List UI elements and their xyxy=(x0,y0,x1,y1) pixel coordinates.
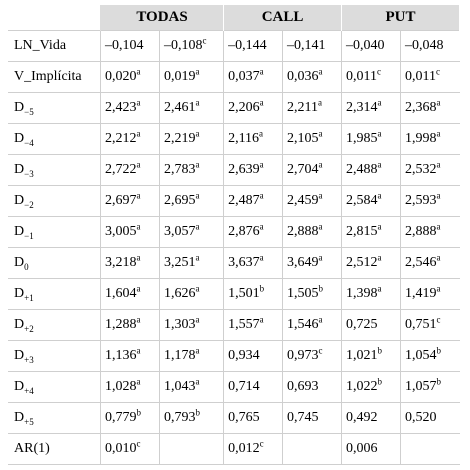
regression-table-container xyxy=(8,5,460,465)
table-cell xyxy=(160,403,224,434)
table-row xyxy=(8,341,460,372)
table-cell xyxy=(283,186,342,217)
cell-value: 0,725 xyxy=(346,317,378,332)
cell-value: 3,251 xyxy=(164,255,196,270)
cell-value: 0,745 xyxy=(287,410,319,425)
cell-value: 3,005 xyxy=(105,224,137,239)
cell-value: 1,021 xyxy=(346,348,378,363)
cell-value: 2,212 xyxy=(105,131,137,146)
table-cell xyxy=(283,341,342,372)
table-cell xyxy=(400,310,459,341)
significance-superscript: a xyxy=(318,128,323,139)
table-cell xyxy=(160,248,224,279)
cell-value: –0,048 xyxy=(404,38,444,53)
table-cell xyxy=(400,217,459,248)
row-label-text: D xyxy=(14,379,25,394)
cell-value: 1,288 xyxy=(105,317,137,332)
table-cell xyxy=(400,403,459,434)
row-label xyxy=(8,155,101,186)
cell-value: 1,398 xyxy=(346,286,378,301)
significance-superscript: a xyxy=(195,66,200,77)
cell-value: 0,020 xyxy=(105,69,137,84)
cell-value: 0,765 xyxy=(228,410,260,425)
row-label-subscript: −5 xyxy=(24,106,34,117)
significance-superscript: c xyxy=(259,438,264,449)
row-label-text: D xyxy=(14,317,25,332)
cell-value: 2,639 xyxy=(228,162,260,177)
significance-superscript: a xyxy=(318,66,323,77)
significance-superscript: a xyxy=(259,128,264,139)
cell-value: 0,779 xyxy=(105,410,137,425)
table-row xyxy=(8,248,460,279)
cell-value: 0,006 xyxy=(346,441,378,456)
cell-value: 1,604 xyxy=(105,286,137,301)
table-cell xyxy=(101,155,160,186)
significance-superscript: a xyxy=(195,190,200,201)
table-cell xyxy=(101,248,160,279)
row-label xyxy=(8,31,101,62)
cell-value: 2,888 xyxy=(287,224,319,239)
significance-superscript: a xyxy=(436,221,441,232)
cell-value: 2,783 xyxy=(164,162,196,177)
table-cell xyxy=(283,310,342,341)
significance-superscript: a xyxy=(318,190,323,201)
significance-superscript: c xyxy=(435,66,440,77)
cell-value: –0,108 xyxy=(164,38,203,53)
significance-superscript: b xyxy=(136,407,142,418)
table-cell xyxy=(101,217,160,248)
regression-table xyxy=(8,5,460,465)
cell-value: 0,492 xyxy=(346,410,378,425)
table-cell xyxy=(283,372,342,403)
cell-value: 2,206 xyxy=(228,100,260,115)
row-label-text: D xyxy=(14,224,25,239)
table-cell xyxy=(101,341,160,372)
cell-value: 2,704 xyxy=(287,162,319,177)
table-cell xyxy=(283,62,342,93)
table-cell xyxy=(342,93,401,124)
table-cell xyxy=(400,31,459,62)
cell-value: 1,501 xyxy=(228,286,260,301)
table-row xyxy=(8,310,460,341)
cell-value: 0,973 xyxy=(287,348,319,363)
table-cell xyxy=(160,217,224,248)
row-label-text: D xyxy=(14,100,25,115)
significance-superscript: b xyxy=(436,345,441,356)
significance-superscript: a xyxy=(136,221,141,232)
significance-superscript: a xyxy=(195,283,200,294)
cell-value: 1,546 xyxy=(287,317,319,332)
significance-superscript: a xyxy=(195,128,200,139)
table-cell xyxy=(283,31,342,62)
significance-superscript: b xyxy=(377,376,382,387)
significance-superscript: a xyxy=(318,159,323,170)
cell-value: 2,368 xyxy=(404,100,437,115)
header-put: PUT xyxy=(342,5,460,31)
table-cell xyxy=(283,93,342,124)
table-row xyxy=(8,403,460,434)
cell-value: –0,104 xyxy=(105,38,144,53)
significance-superscript: a xyxy=(377,128,382,139)
table-row xyxy=(8,279,460,310)
significance-superscript: a xyxy=(377,252,382,263)
table-cell xyxy=(160,186,224,217)
cell-value: –0,040 xyxy=(346,38,385,53)
table-cell xyxy=(101,186,160,217)
table-cell xyxy=(160,155,224,186)
table-cell xyxy=(342,341,401,372)
table-cell xyxy=(400,341,459,372)
table-cell xyxy=(342,31,401,62)
row-label xyxy=(8,434,101,465)
row-label-text: D xyxy=(14,131,25,146)
significance-superscript: c xyxy=(376,66,381,77)
cell-value: 0,036 xyxy=(287,69,319,84)
table-cell xyxy=(342,217,401,248)
significance-superscript: a xyxy=(377,190,382,201)
significance-superscript: b xyxy=(259,283,265,294)
table-cell xyxy=(283,217,342,248)
significance-superscript: a xyxy=(195,314,200,325)
row-label-text: D xyxy=(14,193,25,208)
row-label-text: V_Implícita xyxy=(14,69,82,84)
table-cell xyxy=(160,93,224,124)
significance-superscript: a xyxy=(377,221,382,232)
significance-superscript: a xyxy=(377,283,382,294)
cell-value: 0,011 xyxy=(346,69,377,84)
cell-value: 3,649 xyxy=(287,255,319,270)
significance-superscript: a xyxy=(136,190,141,201)
row-label-subscript: −2 xyxy=(24,199,34,210)
table-cell xyxy=(342,62,401,93)
row-label xyxy=(8,186,101,217)
cell-value: 2,116 xyxy=(228,131,260,146)
significance-superscript: a xyxy=(259,221,264,232)
cell-value: 1,557 xyxy=(228,317,260,332)
significance-superscript: a xyxy=(136,345,141,356)
row-label-subscript: −1 xyxy=(24,230,34,241)
table-cell xyxy=(342,310,401,341)
table-cell xyxy=(224,62,283,93)
significance-superscript: a xyxy=(136,252,141,263)
significance-superscript: a xyxy=(318,221,323,232)
significance-superscript: c xyxy=(436,314,441,325)
row-label xyxy=(8,372,101,403)
row-label xyxy=(8,341,101,372)
header-todas: TODAS xyxy=(101,5,224,31)
cell-value: 2,888 xyxy=(404,224,437,239)
row-label xyxy=(8,310,101,341)
cell-value: 1,057 xyxy=(404,379,437,394)
significance-superscript: a xyxy=(377,97,382,108)
cell-value: 2,876 xyxy=(228,224,260,239)
table-cell xyxy=(101,372,160,403)
row-label-subscript: +1 xyxy=(24,292,34,303)
table-cell xyxy=(101,403,160,434)
significance-superscript: a xyxy=(259,97,264,108)
table-cell xyxy=(101,434,160,465)
row-label xyxy=(8,279,101,310)
row-label-text: D xyxy=(14,410,25,425)
cell-value: 1,136 xyxy=(105,348,137,363)
significance-superscript: a xyxy=(318,314,323,325)
cell-value: 1,505 xyxy=(287,286,319,301)
table-cell xyxy=(101,93,160,124)
table-cell xyxy=(224,155,283,186)
significance-superscript: b xyxy=(195,407,200,418)
row-label-subscript: −4 xyxy=(24,137,34,148)
significance-superscript: b xyxy=(436,376,441,387)
table-cell xyxy=(160,341,224,372)
significance-superscript: a xyxy=(436,128,441,139)
table-cell xyxy=(342,434,401,465)
cell-value: 0,714 xyxy=(228,379,260,394)
table-body xyxy=(8,31,460,465)
significance-superscript: a xyxy=(436,252,441,263)
cell-value: 0,520 xyxy=(404,410,437,425)
table-cell xyxy=(224,403,283,434)
cell-value: 3,637 xyxy=(228,255,260,270)
table-cell xyxy=(101,124,160,155)
cell-value: 3,057 xyxy=(164,224,196,239)
row-label-subscript: +2 xyxy=(24,323,34,334)
significance-superscript: a xyxy=(136,97,141,108)
row-label xyxy=(8,124,101,155)
row-label-subscript: 0 xyxy=(24,261,29,272)
table-cell xyxy=(224,372,283,403)
significance-superscript: a xyxy=(136,314,141,325)
significance-superscript: c xyxy=(202,35,207,46)
significance-superscript: a xyxy=(259,159,264,170)
significance-superscript: a xyxy=(377,159,382,170)
significance-superscript: a xyxy=(136,159,141,170)
table-cell xyxy=(160,62,224,93)
cell-value: 1,054 xyxy=(404,348,437,363)
cell-value: –0,141 xyxy=(287,38,326,53)
table-cell xyxy=(101,279,160,310)
table-row xyxy=(8,217,460,248)
cell-value: 1,985 xyxy=(346,131,378,146)
significance-superscript: a xyxy=(318,97,323,108)
table-row xyxy=(8,62,460,93)
cell-value: 2,593 xyxy=(404,193,437,208)
row-label xyxy=(8,217,101,248)
significance-superscript: a xyxy=(259,314,264,325)
significance-superscript: a xyxy=(259,252,264,263)
row-label xyxy=(8,403,101,434)
table-row xyxy=(8,434,460,465)
table-cell xyxy=(101,31,160,62)
row-label-text: AR(1) xyxy=(14,441,50,456)
table-cell xyxy=(342,124,401,155)
cell-value: 0,693 xyxy=(287,379,319,394)
table-cell xyxy=(160,434,224,465)
table-cell xyxy=(224,186,283,217)
table-cell xyxy=(160,372,224,403)
cell-value: 0,934 xyxy=(228,348,260,363)
significance-superscript: c xyxy=(318,345,323,356)
cell-value: 1,419 xyxy=(404,286,437,301)
row-label xyxy=(8,248,101,279)
cell-value: 2,487 xyxy=(228,193,260,208)
table-cell xyxy=(224,31,283,62)
table-cell xyxy=(342,372,401,403)
cell-value: 2,105 xyxy=(287,131,319,146)
cell-value: 1,028 xyxy=(105,379,137,394)
header-corner xyxy=(8,5,101,31)
row-label xyxy=(8,93,101,124)
significance-superscript: a xyxy=(436,190,441,201)
table-cell xyxy=(160,279,224,310)
significance-superscript: a xyxy=(195,97,200,108)
significance-superscript: c xyxy=(136,438,141,449)
significance-superscript: a xyxy=(195,345,200,356)
significance-superscript: a xyxy=(136,376,141,387)
cell-value: 2,815 xyxy=(346,224,378,239)
row-label-text: D xyxy=(14,286,25,301)
table-cell xyxy=(224,310,283,341)
significance-superscript: a xyxy=(195,159,200,170)
significance-superscript: a xyxy=(436,97,441,108)
row-label-subscript: +5 xyxy=(24,416,34,427)
table-cell xyxy=(400,186,459,217)
cell-value: 2,546 xyxy=(404,255,437,270)
significance-superscript: a xyxy=(136,66,141,77)
table-cell xyxy=(160,124,224,155)
significance-superscript: a xyxy=(136,128,141,139)
table-row xyxy=(8,93,460,124)
cell-value: 2,423 xyxy=(105,100,137,115)
table-cell xyxy=(283,124,342,155)
significance-superscript: a xyxy=(195,252,200,263)
cell-value: 2,512 xyxy=(346,255,378,270)
table-cell xyxy=(400,124,459,155)
table-cell xyxy=(400,93,459,124)
header-row xyxy=(8,5,460,31)
cell-value: 3,218 xyxy=(105,255,137,270)
cell-value: 0,011 xyxy=(404,69,436,84)
cell-value: 0,037 xyxy=(228,69,260,84)
table-cell xyxy=(283,248,342,279)
cell-value: 0,793 xyxy=(164,410,196,425)
table-cell xyxy=(400,62,459,93)
table-cell xyxy=(283,403,342,434)
significance-superscript: a xyxy=(436,283,441,294)
cell-value: 0,010 xyxy=(105,441,137,456)
cell-value: 1,043 xyxy=(164,379,196,394)
cell-value: 2,314 xyxy=(346,100,378,115)
row-label-text: D xyxy=(14,162,25,177)
cell-value: 1,998 xyxy=(404,131,437,146)
cell-value: 2,461 xyxy=(164,100,196,115)
table-cell xyxy=(224,93,283,124)
table-cell xyxy=(342,403,401,434)
significance-superscript: b xyxy=(318,283,324,294)
table-cell xyxy=(283,434,342,465)
table-cell xyxy=(400,155,459,186)
table-cell xyxy=(160,31,224,62)
cell-value: 0,751 xyxy=(404,317,437,332)
cell-value: 2,722 xyxy=(105,162,137,177)
table-cell xyxy=(101,62,160,93)
significance-superscript: a xyxy=(195,376,200,387)
significance-superscript: a xyxy=(259,66,264,77)
table-cell xyxy=(224,434,283,465)
row-label-text: LN_Vida xyxy=(14,38,67,53)
table-cell xyxy=(342,186,401,217)
cell-value: 2,211 xyxy=(287,100,319,115)
cell-value: 2,459 xyxy=(287,193,319,208)
table-cell xyxy=(400,248,459,279)
table-cell xyxy=(283,155,342,186)
row-label-text: D xyxy=(14,255,25,270)
cell-value: 2,532 xyxy=(404,162,437,177)
table-row xyxy=(8,372,460,403)
significance-superscript: a xyxy=(436,159,441,170)
table-row xyxy=(8,155,460,186)
table-cell xyxy=(224,217,283,248)
table-row xyxy=(8,31,460,62)
table-cell xyxy=(400,434,459,465)
table-cell xyxy=(224,124,283,155)
table-cell xyxy=(101,310,160,341)
table-cell xyxy=(224,248,283,279)
table-cell xyxy=(342,279,401,310)
significance-superscript: a xyxy=(318,252,323,263)
table-cell xyxy=(342,155,401,186)
table-cell xyxy=(224,279,283,310)
table-cell xyxy=(160,310,224,341)
row-label-text: D xyxy=(14,348,25,363)
significance-superscript: b xyxy=(377,345,382,356)
cell-value: 2,695 xyxy=(164,193,196,208)
cell-value: 1,626 xyxy=(164,286,196,301)
significance-superscript: a xyxy=(195,221,200,232)
row-label-subscript: +3 xyxy=(24,354,34,365)
table-row xyxy=(8,186,460,217)
cell-value: 2,488 xyxy=(346,162,378,177)
table-cell xyxy=(400,279,459,310)
header-call: CALL xyxy=(224,5,342,31)
significance-superscript: a xyxy=(259,190,264,201)
table-row xyxy=(8,124,460,155)
cell-value: 2,219 xyxy=(164,131,196,146)
cell-value: 1,178 xyxy=(164,348,196,363)
cell-value: 0,019 xyxy=(164,69,196,84)
cell-value: 2,584 xyxy=(346,193,378,208)
significance-superscript: a xyxy=(136,283,141,294)
row-label-subscript: +4 xyxy=(24,385,34,396)
row-label xyxy=(8,62,101,93)
row-label-subscript: −3 xyxy=(24,168,34,179)
cell-value: 2,697 xyxy=(105,193,137,208)
table-cell xyxy=(342,248,401,279)
cell-value: 1,022 xyxy=(346,379,378,394)
cell-value: –0,144 xyxy=(228,38,267,53)
cell-value: 1,303 xyxy=(164,317,196,332)
table-cell xyxy=(400,372,459,403)
cell-value: 0,012 xyxy=(228,441,260,456)
table-cell xyxy=(224,341,283,372)
table-cell xyxy=(283,279,342,310)
